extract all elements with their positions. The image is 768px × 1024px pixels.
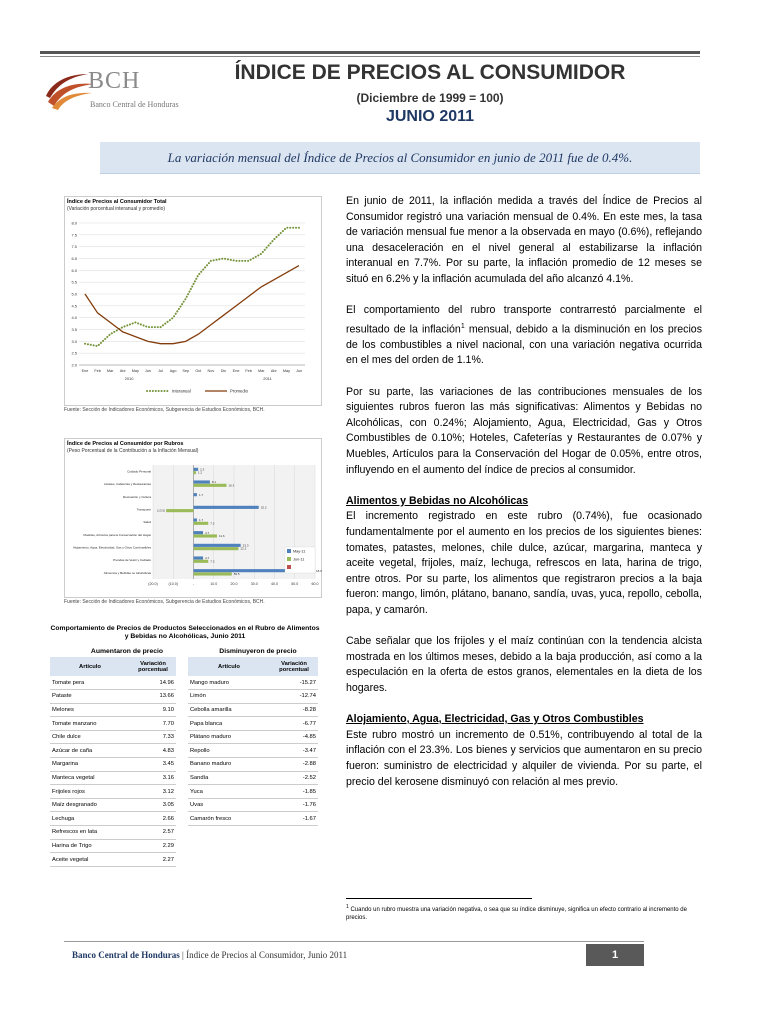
article-cell: Manteca vegetal — [50, 771, 130, 785]
data-label: 4.7 — [205, 530, 210, 535]
article-cell: Margarina — [50, 758, 130, 772]
data-label: (13.5) — [157, 508, 166, 513]
variation-cell: 13.66 — [130, 690, 176, 704]
bar-2 — [166, 509, 193, 512]
x-tick-label: Ago — [169, 369, 177, 373]
variation-cell: -6.77 — [270, 717, 318, 731]
table-row — [188, 676, 318, 690]
section-heading-housing: Alojamiento, Agua, Electricidad, Gas y Otros Combustibles — [346, 713, 644, 726]
article-cell: Tomate pera — [50, 676, 130, 690]
table-row — [188, 717, 318, 731]
paragraph-5: Cabe señalar que los frijoles y el maíz continúan con la tendencia alcista mostrada en los últimos meses, debido a la baja producción, así como a la especulación en la oferta de estos granos, elementales en la dieta de los hogares. — [346, 635, 702, 694]
table-row — [50, 853, 176, 867]
footnote-ref: 1 — [460, 322, 465, 330]
chart1-title: Índice de Precios al Consumidor Total — [67, 199, 167, 205]
data-label: 8.1 — [211, 480, 217, 485]
paragraph-1: En junio de 2011, la inflación medida a través del Índice de Precios al Consumidor registró una variación mensual de 0.4%. En este mes, la tasa de variación mensual fue menor a la observada en mayo (0.6%), reflejando una desaceleración en el nivel general al estabilizarse la inflación interanual en 7.7%. Por su parte, la inflación promedio de 12 meses se situó en 6.2% y la inflación acumulada del año alcanzó 4.1%. — [346, 195, 702, 285]
x-tick-label: 40.0 — [271, 582, 278, 586]
y-tick-label: 7.5 — [71, 232, 77, 238]
series-line-2 — [85, 266, 299, 344]
x-tick-label: Ene — [232, 369, 240, 373]
table-row — [50, 703, 176, 717]
table-row — [188, 798, 318, 812]
data-label: 23.3 — [242, 543, 249, 548]
y-tick-label: 5.0 — [71, 291, 77, 297]
x-tick-label: - — [192, 582, 195, 586]
footnote-mark: 1 — [346, 904, 349, 910]
chart2-svg — [65, 455, 321, 597]
table-row — [50, 798, 176, 812]
top-rule — [40, 51, 700, 54]
body-column — [346, 194, 702, 790]
bar-1 — [194, 518, 197, 521]
article-cell: Banano maduro — [188, 758, 270, 772]
y-tick-label: 4.0 — [71, 315, 77, 321]
paragraph-4: El incremento registrado en este rubro (0.74%), fue ocasionado fundamentalmente por el aumento en los precios de los siguientes bienes: tomates, patastes, melones, chile dulce, azúcar, margarina, manteca y aceite vegetal, frijoles, maíz, lechuga, refrescos en lata, harina de trigo, entre otros. Por su parte, los alimentos que registraron precios a la baja fueron: mango, limón, plátano, banano, sandía, uvas, yuca, repollo, cebolla, papa, y camarón. — [346, 510, 702, 616]
article-cell: Aceite vegetal — [50, 853, 130, 867]
y-tick-label: 7.0 — [71, 244, 77, 250]
y-tick-label: 2.5 — [71, 350, 77, 356]
headline-banner — [100, 142, 700, 174]
legend-label-1: May-11 — [293, 549, 306, 554]
legend-label-2: Promedio — [230, 388, 248, 394]
x-tick-label: May — [282, 369, 291, 373]
x-tick-label: Dic — [220, 369, 227, 373]
category-label: Alojamiento, Agua, Electricidad, Gas y Otros Combustibles — [72, 545, 151, 550]
x-tick-label: (10.0) — [168, 582, 178, 586]
headline-text: La variación mensual del Índice de Precios al Consumidor en junio de 2011 fue de 0.4%. — [167, 150, 633, 165]
article-cell: Limón — [188, 690, 270, 704]
table-row — [50, 690, 176, 704]
category-label: Transporte — [136, 507, 151, 512]
data-label: 1.2 — [197, 470, 203, 475]
data-label: 16.3 — [228, 483, 235, 488]
bar-1 — [194, 480, 210, 483]
data-label: 32.2 — [260, 505, 267, 510]
table-row — [188, 730, 318, 744]
category-label: Salud — [143, 520, 151, 525]
table-row — [50, 812, 176, 826]
x-tick-label: Abr — [270, 369, 277, 373]
x-tick-label: Jun — [295, 369, 303, 373]
paragraph-2b: mensual, debido a la disminución en los precios de los combustibles a nivel nacional, con una variación negativa ocurrida en el mes del orden de 1.1%. — [346, 323, 702, 367]
prices-down-table — [188, 657, 318, 826]
chart2-source: Fuente: Sección de Indicadores Económicos, Subgerencia de Estudios Económicos, BCH. — [64, 599, 265, 605]
article-cell: Sandía — [188, 771, 270, 785]
y-tick-label: 6.5 — [71, 256, 77, 261]
variation-cell: 2.57 — [130, 826, 176, 840]
y-tick-label: 2.0 — [71, 362, 77, 368]
bar-2 — [194, 534, 217, 537]
x-tick-label: Nov — [207, 369, 215, 373]
x-tick-label: 60.0 — [311, 582, 319, 586]
variation-cell: 4.83 — [130, 744, 176, 758]
x-tick-label: Jul — [158, 369, 163, 373]
variation-cell: -15.27 — [270, 676, 318, 690]
page-title: ÍNDICE DE PRECIOS AL CONSUMIDOR — [234, 61, 626, 84]
article-cell: Repollo — [188, 744, 270, 758]
data-label: 7.3 — [210, 521, 215, 526]
variation-cell: -4.85 — [270, 730, 318, 744]
col-articulo: Artículo — [50, 657, 130, 676]
bar-1 — [194, 493, 197, 496]
article-cell: Frijoles rojos — [50, 785, 130, 799]
variation-cell: -1.67 — [270, 812, 318, 826]
x-tick-label: Abr — [119, 369, 126, 373]
report-period: JUNIO 2011 — [385, 108, 475, 125]
article-cell: Mango maduro — [188, 676, 270, 690]
variation-cell: -3.47 — [270, 744, 318, 758]
down-heading: Disminuyeron de precio — [219, 648, 297, 655]
footnote-text: Cuando un rubro muestra una variación negativa, o sea que su índice disminuye, significa un efecto contrario al incremento de precios. — [346, 907, 687, 921]
x-tick-label: Mar — [106, 369, 114, 373]
chart1-svg — [65, 213, 321, 407]
table-row — [50, 758, 176, 772]
variation-cell: 3.05 — [130, 798, 176, 812]
paragraph-2a: El comportamiento del rubro transporte contrarrestó parcialmente el resultado de la inflación — [346, 304, 702, 336]
category-label: Recreación y Cultura — [122, 494, 151, 499]
bar-1 — [194, 556, 204, 559]
table-row — [50, 826, 176, 840]
data-label: 59.5 — [233, 572, 240, 577]
chart2-title: Índice de Precios al Consumidor por Rubros — [67, 441, 184, 447]
section-heading-food: Alimentos y Bebidas no Alcohólicas — [346, 494, 529, 507]
variation-cell: -2.52 — [270, 771, 318, 785]
legend-label-1: Interanual — [172, 388, 191, 394]
article-cell: Azúcar de caña — [50, 744, 130, 758]
article-cell: Melones — [50, 703, 130, 717]
table-row — [50, 676, 176, 690]
contribution-bar-chart — [64, 438, 322, 598]
x-tick-label: Feb — [245, 369, 252, 373]
bar-2 — [194, 471, 196, 474]
paragraph-2 — [346, 303, 702, 369]
table-row — [188, 758, 318, 772]
x-tick-label: Oct — [195, 369, 202, 373]
variation-cell: -1.85 — [270, 785, 318, 799]
prices-table-title: Comportamiento de Precios de Productos Seleccionados en el Rubro de Alimentos y Bebidas no Alcohólicas, Junio 2011 — [50, 625, 320, 640]
y-tick-label: 6.0 — [71, 267, 77, 273]
table-row — [188, 771, 318, 785]
variation-cell: -12.74 — [270, 690, 318, 704]
table-row — [50, 785, 176, 799]
up-heading: Aumentaron de precio — [90, 648, 164, 655]
year-label: 2011 — [263, 376, 272, 381]
bar-1 — [194, 531, 204, 534]
table-row — [188, 785, 318, 799]
article-cell: Tomate manzano — [50, 717, 130, 731]
data-label: 1.7 — [198, 492, 204, 497]
chart1-subtitle: (Variación porcentual interanual y promedio) — [67, 206, 166, 212]
x-tick-label: Mar — [257, 369, 265, 373]
category-label: Hoteles, Cafeterías y Restaurantes — [104, 482, 151, 487]
y-tick-label: 3.0 — [71, 338, 77, 344]
footer-bank: Banco Central de Honduras — [72, 950, 180, 960]
page-subtitle: (Diciembre de 1999 = 100) — [356, 91, 504, 105]
category-label: Prendas de Vestir y Calzado — [113, 558, 151, 563]
bar-2 — [194, 572, 232, 575]
y-tick-label: 5.5 — [71, 279, 77, 285]
category-label: Alimentos y Bebidas no Alcohólicas — [103, 570, 151, 575]
table-row — [50, 744, 176, 758]
year-label: 2010 — [124, 376, 134, 381]
category-label: Cuidado Personal — [127, 469, 151, 474]
variation-cell: 14.96 — [130, 676, 176, 690]
footnote-rule — [346, 898, 532, 899]
chart2-subtitle: (Peso Porcentual de la Contribución a la Inflación Mensual) — [67, 448, 199, 454]
chart1-source: Fuente: Sección de Indicadores Económicos, Subgerencia de Estudios Económicos, BCH. — [64, 407, 265, 413]
variation-cell: -8.28 — [270, 703, 318, 717]
article-cell: Lechuga — [50, 812, 130, 826]
data-label: 7.3 — [210, 559, 215, 564]
data-label: 11.6 — [218, 534, 225, 539]
bar-1 — [194, 544, 241, 547]
footer-doc: Índice de Precios al Consumidor, Junio 2011 — [186, 950, 348, 960]
footnote — [346, 903, 708, 922]
article-cell: Yuca — [188, 785, 270, 799]
bar-2 — [194, 522, 209, 525]
data-label: 2.3 — [200, 467, 205, 472]
article-cell: Pataste — [50, 690, 130, 704]
logo-subtext: Banco Central de Honduras — [90, 100, 179, 109]
x-tick-label: Feb — [94, 369, 101, 373]
bar-2 — [194, 547, 239, 550]
footer-rule — [64, 941, 644, 942]
data-label: 18.9 — [315, 568, 322, 573]
x-tick-label: 30.0 — [250, 582, 258, 586]
paragraph-6: Este rubro mostró un incremento de 0.51%, contribuyendo al total de la inflación con el 23.3%. Los bienes y servicios que aumentaron en su precio fueron: suministro de electricidad y alquiler de vivienda. Por su parte, el precio del kerosene disminuyó con relación al mes previo. — [346, 728, 702, 788]
bar-2 — [194, 560, 209, 563]
category-label: Muebles, Artículos para la Conservación del Hogar — [83, 532, 151, 537]
variation-cell: 2.66 — [130, 812, 176, 826]
page-number: 1 — [586, 944, 644, 966]
variation-cell: 9.10 — [130, 703, 176, 717]
article-cell: Uvas — [188, 798, 270, 812]
col-variacion: Variación porcentual — [270, 657, 318, 676]
article-cell: Refrescos en lata — [50, 826, 130, 840]
article-cell: Cebolla amarilla — [188, 703, 270, 717]
article-cell: Maíz desgranado — [50, 798, 130, 812]
article-cell: Papa blanca — [188, 717, 270, 731]
prices-up-table — [50, 657, 176, 867]
x-tick-label: 10.0 — [210, 582, 218, 586]
article-cell: Camarón fresco — [188, 812, 270, 826]
col-variacion: Variación porcentual — [130, 657, 176, 676]
variation-cell: 3.16 — [130, 771, 176, 785]
inflation-line-chart — [64, 196, 322, 406]
table-row — [188, 690, 318, 704]
x-tick-label: Sep — [182, 369, 190, 373]
table-row — [50, 717, 176, 731]
x-tick-label: (20.0) — [148, 582, 158, 586]
logo-text: BCH — [88, 68, 141, 94]
x-tick-label: 20.0 — [230, 582, 238, 586]
data-label: 4.7 — [205, 556, 210, 561]
data-label: 1.7 — [198, 518, 204, 523]
x-tick-label: 50.0 — [291, 582, 299, 586]
variation-cell: 2.27 — [130, 853, 176, 867]
variation-cell: -2.88 — [270, 758, 318, 772]
variation-cell: 2.29 — [130, 839, 176, 853]
article-cell: Plátano maduro — [188, 730, 270, 744]
table-row — [50, 771, 176, 785]
legend-swatch-3 — [287, 565, 291, 569]
variation-cell: 3.45 — [130, 758, 176, 772]
footer — [72, 950, 347, 960]
table-row — [188, 703, 318, 717]
legend-label-2: Jun-11 — [293, 557, 305, 562]
data-label: 22.2 — [240, 546, 247, 551]
x-tick-label: Ene — [81, 369, 89, 373]
table-row — [188, 812, 318, 826]
variation-cell: 3.12 — [130, 785, 176, 799]
article-cell: Harina de Trigo — [50, 839, 130, 853]
table-row — [188, 744, 318, 758]
x-tick-label: May — [131, 369, 139, 373]
variation-cell: -1.76 — [270, 798, 318, 812]
legend-swatch-2 — [287, 557, 291, 561]
article-cell: Chile dulce — [50, 730, 130, 744]
table-row — [50, 730, 176, 744]
y-tick-label: 8.0 — [71, 220, 77, 226]
bar-2 — [194, 484, 227, 487]
variation-cell: 7.33 — [130, 730, 176, 744]
y-tick-label: 3.5 — [71, 327, 77, 332]
footer-sep: | — [179, 950, 187, 960]
col-articulo: Artículo — [188, 657, 270, 676]
bar-1 — [194, 506, 259, 509]
table-row — [50, 839, 176, 853]
top-rule-thin — [40, 56, 700, 57]
paragraph-3: Por su parte, las variaciones de las contribuciones mensuales de los siguientes rubros fueron las más significativas: Alimentos y Bebidas no Alcohólicas, con 0.24%; Alojamiento, Agua, Electricidad, Gas y Otros Combustibles de 0.10%; Hoteles, Cafeterías y Restaurantes de 0.07% y Muebles, Artículos para la Conservación del Hogar de 0.05%, entre otros, influyendo en el aumento del índice de precios al consumidor. — [346, 385, 702, 476]
y-tick-label: 4.5 — [71, 303, 77, 309]
variation-cell: 7.70 — [130, 717, 176, 731]
legend-swatch-1 — [287, 549, 291, 553]
x-tick-label: Jun — [144, 369, 152, 373]
